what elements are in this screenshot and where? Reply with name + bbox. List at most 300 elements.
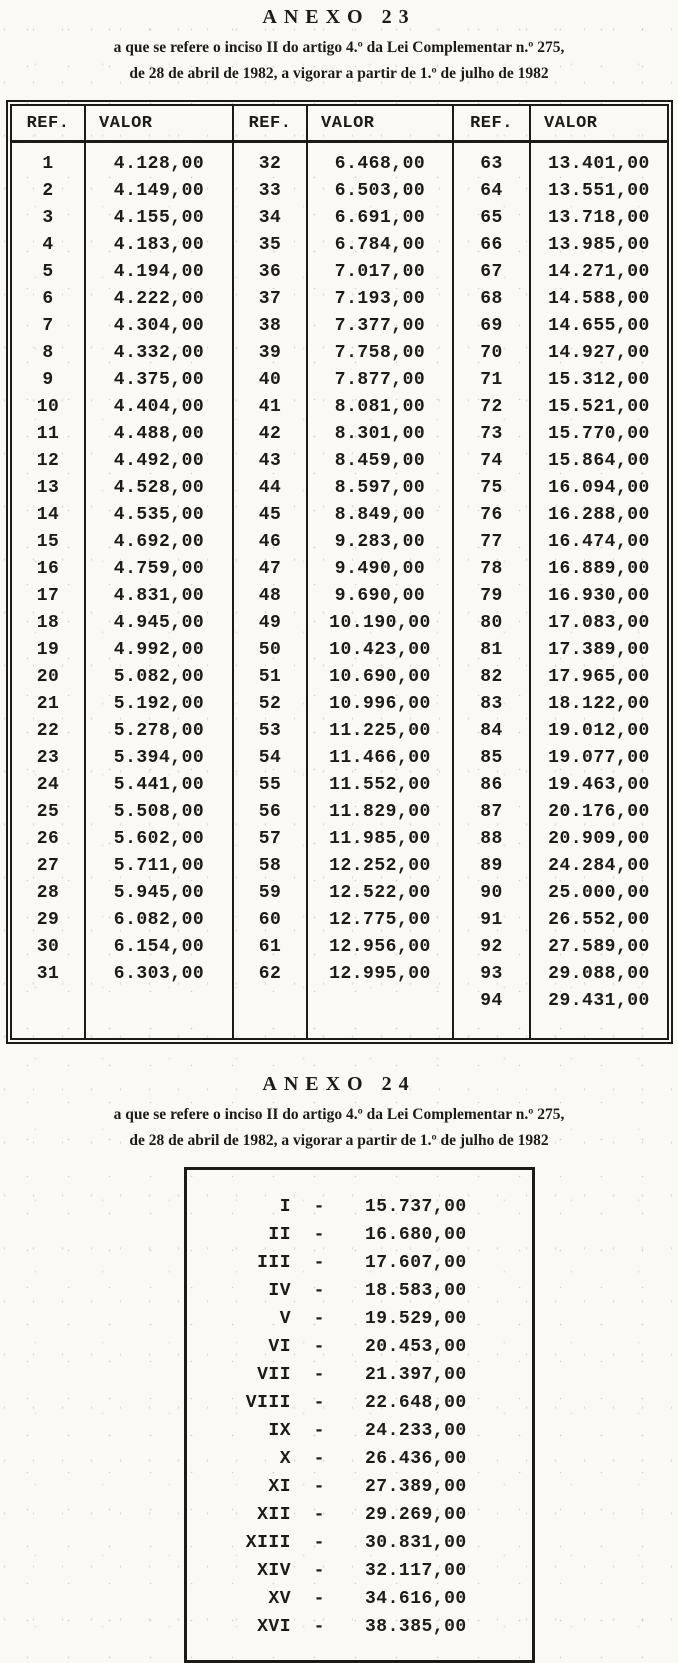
list-item [187,1613,532,1641]
roman-numeral: XI [268,1477,291,1497]
ref-cell: 59 [234,879,308,906]
valor-cell [531,1014,667,1038]
ref-cell: 34 [234,204,308,231]
ref-cell: 11 [12,420,86,447]
ref-cell: 21 [12,690,86,717]
ref-cell: 71 [454,366,531,393]
valor-cell: 4.155,00 [86,204,234,231]
table-row [12,339,667,366]
roman-numeral: X [279,1449,291,1469]
roman-numeral: I [279,1197,291,1217]
valor-cell: 5.082,00 [86,663,234,690]
valor-cell: 10.190,00 [308,609,454,636]
valor-cell: 4.222,00 [86,285,234,312]
valor-cell: 4.945,00 [86,609,234,636]
valor-value: 15.737,00 [365,1197,467,1217]
valor-cell: 9.490,00 [308,555,454,582]
table-row [12,420,667,447]
valor-cell: 5.945,00 [86,879,234,906]
dash-separator: - [313,1421,325,1441]
valor-cell: 13.551,00 [548,180,650,201]
dash-separator: - [313,1617,325,1637]
table-row [12,906,667,933]
ref-cell: 32 [234,150,308,177]
table-row [12,150,667,177]
roman-numeral: IX [268,1421,291,1441]
ref-cell: 30 [12,933,86,960]
valor-cell: 7.017,00 [308,258,454,285]
dash-separator: - [313,1589,325,1609]
valor-cell: 7.193,00 [308,285,454,312]
valor-cell [308,143,454,150]
valor-cell: 7.758,00 [308,339,454,366]
list-item [187,1305,532,1333]
valor-cell: 17.965,00 [548,666,650,687]
valor-cell: 16.288,00 [548,504,650,525]
ref-cell: 91 [454,906,531,933]
ref-cell: 38 [234,312,308,339]
ref-cell: 70 [454,339,531,366]
ref-cell: 90 [454,879,531,906]
ref-cell: 10 [12,393,86,420]
dash-separator: - [313,1309,325,1329]
roman-numeral: VIII [245,1393,291,1413]
table-row [12,474,667,501]
ref-cell [234,143,308,150]
valor-cell: 12.956,00 [308,933,454,960]
dash-separator: - [313,1393,325,1413]
table-row [12,447,667,474]
ref-cell: 61 [234,933,308,960]
ref-cell: 18 [12,609,86,636]
valor-cell: 6.082,00 [86,906,234,933]
valor-cell: 12.252,00 [308,852,454,879]
valor-cell: 15.521,00 [548,396,650,417]
table-row [12,825,667,852]
valor-value: 16.680,00 [365,1225,467,1245]
ref-cell: 29 [12,906,86,933]
ref-cell [454,1014,531,1038]
ref-cell: 39 [234,339,308,366]
ref-cell: 69 [454,312,531,339]
list-item [187,1417,532,1445]
table-row [12,663,667,690]
list-item [187,1473,532,1501]
table-row [12,582,667,609]
ref-cell: 43 [234,447,308,474]
table-row [12,798,667,825]
valor-value: 19.529,00 [365,1309,467,1329]
valor-cell: 16.889,00 [548,558,650,579]
ref-cell: 58 [234,852,308,879]
ref-cell: 1 [12,150,86,177]
list-item [187,1389,532,1417]
list-item [187,1249,532,1277]
table-row [12,609,667,636]
roman-numeral: XVI [257,1617,291,1637]
roman-numeral: V [279,1309,291,1329]
ref-cell: 23 [12,744,86,771]
anexo24-subtitle-line2: de 28 de abril de 1982, a vigorar a partir de 1.º de julho de 1982 [129,1132,549,1149]
ref-cell: 16 [12,555,86,582]
ref-cell: 52 [234,690,308,717]
anexo23-subtitle-line1: a que se refere o inciso II do artigo 4.º da Lei Complementar n.º 275, [113,39,565,56]
ref-cell: 40 [234,366,308,393]
ref-cell: 55 [234,771,308,798]
ref-cell: 77 [454,528,531,555]
ref-cell: 2 [12,177,86,204]
ref-cell: 62 [234,960,308,987]
ref-cell: 15 [12,528,86,555]
list-item [187,1193,532,1221]
ref-cell: 80 [454,609,531,636]
valor-cell: 6.784,00 [308,231,454,258]
valor-cell [531,143,667,150]
anexo24-box [184,1167,535,1663]
valor-cell: 29.088,00 [548,963,650,984]
valor-cell: 10.690,00 [308,663,454,690]
anexo23-table-inner [10,104,669,1040]
ref-cell: 5 [12,258,86,285]
table-row [12,933,667,960]
valor-cell: 5.394,00 [86,744,234,771]
valor-cell: 4.831,00 [86,582,234,609]
list-item [187,1277,532,1305]
valor-cell: 14.271,00 [548,261,650,282]
dash-separator: - [313,1225,325,1245]
valor-cell: 24.284,00 [548,855,650,876]
ref-cell: 20 [12,663,86,690]
valor-value: 27.389,00 [365,1477,467,1497]
valor-cell: 25.000,00 [548,882,650,903]
valor-cell: 6.503,00 [308,177,454,204]
valor-cell: 20.909,00 [548,828,650,849]
valor-cell [308,1014,454,1038]
ref-cell: 7 [12,312,86,339]
valor-cell: 4.692,00 [86,528,234,555]
valor-cell: 4.128,00 [86,150,234,177]
table-row [12,636,667,663]
header-valor-2: VALOR [308,106,454,143]
ref-cell [12,1014,86,1038]
anexo24-subtitle [0,1102,678,1154]
ref-cell: 83 [454,690,531,717]
table-row [12,231,667,258]
valor-cell: 19.463,00 [548,774,650,795]
valor-value: 18.583,00 [365,1281,467,1301]
ref-cell: 84 [454,717,531,744]
ref-cell: 60 [234,906,308,933]
valor-cell: 5.508,00 [86,798,234,825]
ref-cell: 24 [12,771,86,798]
ref-cell: 8 [12,339,86,366]
ref-cell: 74 [454,447,531,474]
valor-cell: 19.012,00 [548,720,650,741]
valor-cell: 8.597,00 [308,474,454,501]
ref-cell: 51 [234,663,308,690]
ref-cell: 3 [12,204,86,231]
valor-value: 38.385,00 [365,1617,467,1637]
valor-cell: 15.312,00 [548,369,650,390]
ref-cell [12,143,86,150]
valor-cell: 5.711,00 [86,852,234,879]
dash-separator: - [313,1477,325,1497]
valor-cell: 11.225,00 [308,717,454,744]
valor-cell: 4.992,00 [86,636,234,663]
header-valor-1: VALOR [86,106,234,143]
anexo23-table-body [12,143,667,1038]
anexo23-title: ANEXO 23 [262,6,416,28]
valor-cell: 13.401,00 [548,153,650,174]
ref-cell: 92 [454,933,531,960]
valor-cell: 9.690,00 [308,582,454,609]
ref-cell: 35 [234,231,308,258]
valor-cell: 15.864,00 [548,450,650,471]
valor-cell: 10.996,00 [308,690,454,717]
dash-separator: - [313,1281,325,1301]
list-item [187,1221,532,1249]
valor-value: 21.397,00 [365,1365,467,1385]
ref-cell: 33 [234,177,308,204]
ref-cell: 67 [454,258,531,285]
anexo23-table [6,100,673,1044]
valor-cell: 19.077,00 [548,747,650,768]
ref-cell: 22 [12,717,86,744]
anexo24-title: ANEXO 24 [262,1073,416,1095]
valor-value: 24.233,00 [365,1421,467,1441]
ref-cell: 81 [454,636,531,663]
ref-cell: 17 [12,582,86,609]
valor-cell: 12.995,00 [308,960,454,987]
valor-cell: 8.301,00 [308,420,454,447]
ref-cell: 27 [12,852,86,879]
valor-cell [86,987,234,1014]
valor-cell: 5.441,00 [86,771,234,798]
valor-value: 17.607,00 [365,1253,467,1273]
dash-separator: - [313,1337,325,1357]
table-row [12,879,667,906]
valor-cell: 6.691,00 [308,204,454,231]
anexo23-subtitle-line2: de 28 de abril de 1982, a vigorar a partir de 1.º de julho de 1982 [129,65,549,82]
ref-cell: 12 [12,447,86,474]
valor-cell: 13.718,00 [548,207,650,228]
valor-cell: 17.083,00 [548,612,650,633]
ref-cell: 63 [454,150,531,177]
ref-cell: 94 [454,987,531,1014]
valor-cell: 14.927,00 [548,342,650,363]
table-row [12,960,667,987]
roman-numeral: VII [257,1365,291,1385]
ref-cell: 19 [12,636,86,663]
valor-cell: 14.588,00 [548,288,650,309]
table-row [12,204,667,231]
table-row [12,501,667,528]
dash-separator: - [313,1561,325,1581]
valor-cell: 8.459,00 [308,447,454,474]
ref-cell: 85 [454,744,531,771]
anexo23-subtitle [0,35,678,87]
valor-value: 22.648,00 [365,1393,467,1413]
table-row [12,143,667,150]
ref-cell: 54 [234,744,308,771]
valor-cell: 4.492,00 [86,447,234,474]
ref-cell [12,987,86,1014]
valor-cell: 13.985,00 [548,234,650,255]
valor-cell: 4.488,00 [86,420,234,447]
dash-separator: - [313,1449,325,1469]
table-row [12,312,667,339]
valor-cell: 6.303,00 [86,960,234,987]
ref-cell [234,987,308,1014]
ref-cell: 9 [12,366,86,393]
ref-cell: 68 [454,285,531,312]
valor-cell: 12.775,00 [308,906,454,933]
ref-cell: 79 [454,582,531,609]
ref-cell: 86 [454,771,531,798]
list-item [187,1585,532,1613]
ref-cell: 37 [234,285,308,312]
roman-numeral: XII [257,1505,291,1525]
ref-cell: 82 [454,663,531,690]
dash-separator: - [313,1533,325,1553]
ref-cell: 88 [454,825,531,852]
valor-value: 32.117,00 [365,1561,467,1581]
valor-cell: 7.877,00 [308,366,454,393]
valor-cell: 8.081,00 [308,393,454,420]
valor-cell: 4.194,00 [86,258,234,285]
roman-numeral: II [268,1225,291,1245]
ref-cell: 89 [454,852,531,879]
valor-cell: 4.759,00 [86,555,234,582]
valor-cell: 5.192,00 [86,690,234,717]
ref-cell: 87 [454,798,531,825]
ref-cell: 78 [454,555,531,582]
valor-cell: 4.304,00 [86,312,234,339]
table-row [12,528,667,555]
ref-cell: 76 [454,501,531,528]
table-row [12,771,667,798]
valor-cell: 8.849,00 [308,501,454,528]
ref-cell: 57 [234,825,308,852]
ref-cell: 93 [454,960,531,987]
ref-cell: 50 [234,636,308,663]
ref-cell: 66 [454,231,531,258]
ref-cell: 75 [454,474,531,501]
valor-cell: 4.404,00 [86,393,234,420]
valor-cell: 11.985,00 [308,825,454,852]
valor-cell: 4.535,00 [86,501,234,528]
valor-cell: 16.474,00 [548,531,650,552]
dash-separator: - [313,1505,325,1525]
table-row [12,717,667,744]
list-item [187,1557,532,1585]
valor-cell: 20.176,00 [548,801,650,822]
table-row [12,852,667,879]
valor-cell: 5.278,00 [86,717,234,744]
valor-cell: 5.602,00 [86,825,234,852]
table-row [12,987,667,1014]
ref-cell: 73 [454,420,531,447]
table-row [12,744,667,771]
list-item [187,1529,532,1557]
valor-cell: 16.094,00 [548,477,650,498]
list-item [187,1501,532,1529]
table-row [12,258,667,285]
roman-numeral: XIV [257,1561,291,1581]
ref-cell: 45 [234,501,308,528]
ref-cell: 6 [12,285,86,312]
valor-cell [86,1014,234,1038]
table-row [12,555,667,582]
valor-cell: 15.770,00 [548,423,650,444]
ref-cell: 36 [234,258,308,285]
table-row [12,1014,667,1038]
ref-cell: 72 [454,393,531,420]
roman-numeral: IV [268,1281,291,1301]
valor-cell: 4.375,00 [86,366,234,393]
header-ref-1: REF. [12,106,86,143]
valor-cell: 4.528,00 [86,474,234,501]
ref-cell: 44 [234,474,308,501]
valor-cell: 12.522,00 [308,879,454,906]
ref-cell: 13 [12,474,86,501]
valor-cell: 4.183,00 [86,231,234,258]
table-row [12,366,667,393]
list-item [187,1333,532,1361]
table-row [12,285,667,312]
valor-cell: 10.423,00 [308,636,454,663]
roman-numeral: XIII [245,1533,291,1553]
ref-cell: 48 [234,582,308,609]
roman-numeral: VI [268,1337,291,1357]
valor-cell: 6.468,00 [308,150,454,177]
roman-numeral: XV [268,1589,291,1609]
valor-cell: 11.466,00 [308,744,454,771]
dash-separator: - [313,1253,325,1273]
ref-cell: 28 [12,879,86,906]
valor-cell: 11.829,00 [308,798,454,825]
valor-cell: 18.122,00 [548,693,650,714]
ref-cell: 65 [454,204,531,231]
valor-cell: 17.389,00 [548,639,650,660]
valor-value: 34.616,00 [365,1589,467,1609]
table-row [12,393,667,420]
ref-cell: 26 [12,825,86,852]
table-row [12,690,667,717]
ref-cell: 46 [234,528,308,555]
valor-cell: 4.332,00 [86,339,234,366]
ref-cell: 64 [454,177,531,204]
ref-cell: 25 [12,798,86,825]
anexo23-table-header [12,106,667,143]
header-ref-2: REF. [234,106,308,143]
valor-cell: 29.431,00 [548,990,650,1011]
valor-cell: 14.655,00 [548,315,650,336]
ref-cell [234,1014,308,1038]
header-valor-3: VALOR [531,106,667,143]
valor-value: 26.436,00 [365,1449,467,1469]
ref-cell: 53 [234,717,308,744]
valor-value: 29.269,00 [365,1505,467,1525]
valor-cell: 7.377,00 [308,312,454,339]
ref-cell: 56 [234,798,308,825]
valor-cell: 27.589,00 [548,936,650,957]
valor-cell: 4.149,00 [86,177,234,204]
valor-cell: 16.930,00 [548,585,650,606]
valor-cell [86,143,234,150]
table-row [12,177,667,204]
ref-cell: 41 [234,393,308,420]
